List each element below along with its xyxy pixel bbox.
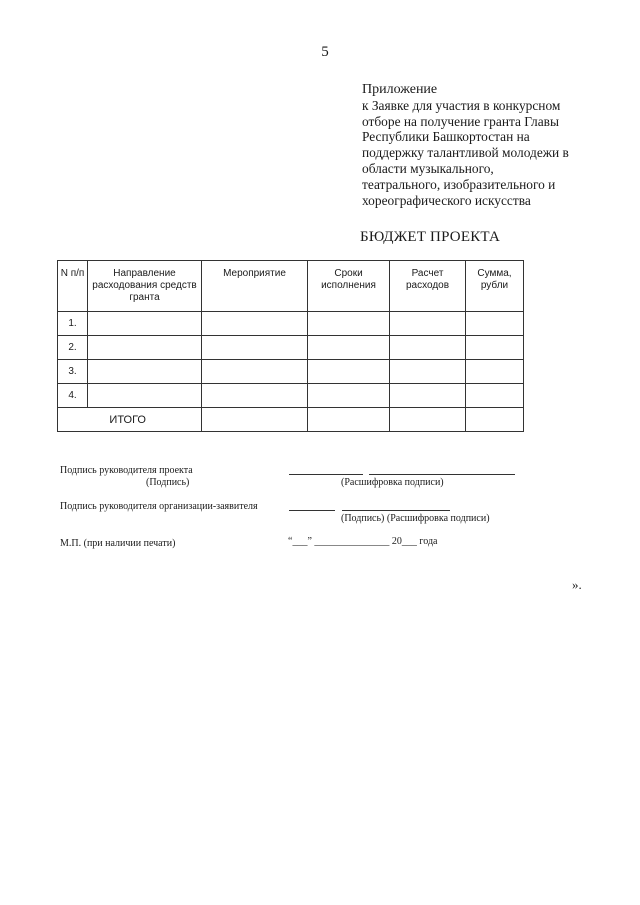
decode-line[interactable] bbox=[369, 474, 515, 475]
appendix-line: к Заявке для участия в конкурсном bbox=[362, 97, 561, 113]
table-row bbox=[58, 384, 524, 408]
header-number: N п/п bbox=[58, 261, 88, 312]
table-row bbox=[58, 360, 524, 384]
table-row bbox=[58, 312, 524, 336]
budget-table bbox=[57, 260, 524, 432]
org-signature-line[interactable] bbox=[289, 510, 335, 511]
org-decode-line[interactable] bbox=[342, 510, 450, 511]
table-cell[interactable] bbox=[202, 336, 308, 360]
row-number: 4. bbox=[58, 384, 88, 408]
table-cell[interactable] bbox=[308, 360, 390, 384]
table-cell[interactable] bbox=[88, 384, 202, 408]
row-number: 1. bbox=[58, 312, 88, 336]
budget-title: БЮДЖЕТ ПРОЕКТА bbox=[360, 229, 501, 245]
table-cell[interactable] bbox=[202, 384, 308, 408]
table-cell[interactable] bbox=[308, 312, 390, 336]
appendix-title: Приложение bbox=[362, 82, 438, 97]
total-label: ИТОГО bbox=[58, 408, 202, 432]
table-cell[interactable] bbox=[390, 336, 466, 360]
header-event: Мероприятие bbox=[202, 261, 308, 312]
seal-label: М.П. (при наличии печати) bbox=[60, 538, 176, 549]
appendix-header bbox=[362, 82, 632, 208]
row-number: 2. bbox=[58, 336, 88, 360]
table-cell[interactable] bbox=[466, 384, 524, 408]
sign-caption: (Подпись) bbox=[146, 477, 190, 488]
appendix-line: Республики Башкортостан на bbox=[362, 129, 530, 145]
table-cell[interactable] bbox=[88, 360, 202, 384]
project-head-label: Подпись руководителя проекта bbox=[60, 465, 193, 476]
appendix-line: хореографического искусства bbox=[362, 192, 531, 208]
header-amount: Сумма, рубли bbox=[466, 261, 524, 312]
table-cell[interactable] bbox=[88, 312, 202, 336]
table-cell[interactable] bbox=[466, 336, 524, 360]
appendix-line: отборе на получение гранта Главы bbox=[362, 113, 559, 129]
table-total-row bbox=[58, 408, 524, 432]
table-cell[interactable] bbox=[390, 408, 466, 432]
table-cell[interactable] bbox=[202, 408, 308, 432]
table-cell[interactable] bbox=[202, 360, 308, 384]
sign-decode-caption: (Подпись) (Расшифровка подписи) bbox=[341, 513, 490, 524]
table-header-row bbox=[58, 261, 524, 312]
table-cell[interactable] bbox=[390, 384, 466, 408]
appendix-line: области музыкального, bbox=[362, 160, 494, 176]
table-cell[interactable] bbox=[466, 408, 524, 432]
row-number: 3. bbox=[58, 360, 88, 384]
table-cell[interactable] bbox=[308, 336, 390, 360]
table-row bbox=[58, 336, 524, 360]
table-cell[interactable] bbox=[308, 384, 390, 408]
table-cell[interactable] bbox=[202, 312, 308, 336]
closing-mark: ». bbox=[572, 577, 582, 592]
signature-line[interactable] bbox=[289, 474, 363, 475]
table-cell[interactable] bbox=[88, 336, 202, 360]
table-cell[interactable] bbox=[466, 360, 524, 384]
page-number: 5 bbox=[321, 44, 329, 60]
header-direction: Направление расходования средств гранта bbox=[88, 261, 202, 312]
decode-caption: (Расшифровка подписи) bbox=[341, 477, 444, 488]
date-line[interactable]: “___” _______________ 20___ года bbox=[288, 536, 438, 547]
table-cell[interactable] bbox=[466, 312, 524, 336]
table-cell[interactable] bbox=[390, 312, 466, 336]
appendix-line: поддержку талантливой молодежи в bbox=[362, 145, 569, 161]
table-cell[interactable] bbox=[390, 360, 466, 384]
table-cell[interactable] bbox=[308, 408, 390, 432]
header-calculation: Расчет расходов bbox=[390, 261, 466, 312]
header-deadlines: Сроки исполнения bbox=[308, 261, 390, 312]
org-head-label: Подпись руководителя организации-заявителя bbox=[60, 501, 258, 512]
appendix-line: театрального, изобразительного и bbox=[362, 176, 556, 192]
